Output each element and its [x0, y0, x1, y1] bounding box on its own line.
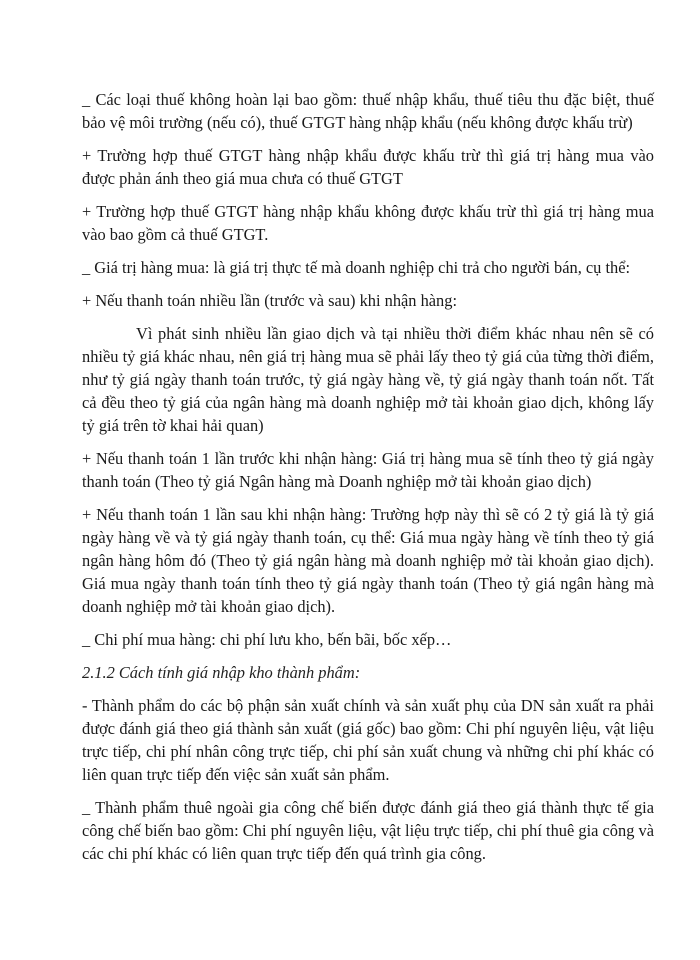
paragraph-purchase-value: _ Giá trị hàng mua: là giá trị thực tế mà doanh nghiệp chi trả cho người bán, cụ thể: [82, 258, 631, 277]
paragraph-vat-non-deductible: + Trường hợp thuế GTGT hàng nhập khẩu không được khấu trừ thì giá trị hàng mua vào bao gồm cả thuế GTGT. [82, 202, 654, 244]
paragraph-purchase-costs: _ Chi phí mua hàng: chi phí lưu kho, bến bãi, bốc xếp… [82, 630, 452, 649]
paragraph-exchange-rates-explanation: Vì phát sinh nhiều lần giao dịch và tại nhiều thời điểm khác nhau nên sẽ có nhiều tỷ giá khác nhau, nên giá trị hàng mua sẽ phải lấy theo tỷ giá của từng thời điểm, như tỷ giá ngày thanh toán trước, tỷ giá ngày hàng về, tỷ giá ngày thanh toán nốt. Tất cả đều theo tỷ giá của ngân hàng mà doanh nghiệp mở tài khoản giao dịch, không lấy tỷ giá trên tờ khai hải quan) [82, 324, 654, 435]
paragraph-vat-deductible: + Trường hợp thuế GTGT hàng nhập khẩu được khấu trừ thì giá trị hàng mua vào được phản ánh theo giá mua chưa có thuế GTGT [82, 146, 654, 188]
paragraph-non-refundable-taxes: _ Các loại thuế không hoàn lại bao gồm: thuế nhập khẩu, thuế tiêu thu đặc biệt, thuế bảo vệ môi trường (nếu có), thuế GTGT hàng nhập khẩu (nếu không được khấu trừ) [82, 90, 654, 132]
paragraph-multiple-payments: + Nếu thanh toán nhiều lần (trước và sau) khi nhận hàng: [82, 291, 457, 310]
paragraph-single-payment-after: + Nếu thanh toán 1 lần sau khi nhận hàng: Trường hợp này thì sẽ có 2 tỷ giá là tỷ giá ngày hàng về và tỷ giá ngày thanh toán, cụ thể: Giá mua ngày hàng về tính theo tỷ giá ngân hàng hôm đó (Theo tỷ giá ngân hàng mà doanh nghiệp mở tài khoản giao dịch). Giá mua ngày thanh toán tính theo tỷ giá ngày thanh toán (Theo tỷ giá ngân hàng mà doanh nghiệp mở tài khoản giao dịch). [82, 505, 654, 616]
paragraph-single-payment-before: + Nếu thanh toán 1 lần trước khi nhận hàng: Giá trị hàng mua sẽ tính theo tỷ giá ngày thanh toán (Theo tỷ giá Ngân hàng mà Doanh nghiệp mở tài khoản giao dịch) [82, 449, 654, 491]
section-heading-2-1-2: 2.1.2 Cách tính giá nhập kho thành phẩm: [82, 663, 361, 682]
paragraph-outsourced-processing: _ Thành phẩm thuê ngoài gia công chế biến được đánh giá theo giá thành thực tế gia công chế biến bao gồm: Chi phí nguyên liệu, vật liệu trực tiếp, chi phí thuê gia công và các chi phí khác có liên quan trực tiếp đến quá trình gia công. [82, 798, 654, 863]
paragraph-finished-goods-production: - Thành phẩm do các bộ phận sản xuất chính và sản xuất phụ của DN sản xuất ra phải được đánh giá theo giá thành sản xuất (giá gốc) bao gồm: Chi phí nguyên liệu, vật liệu trực tiếp, chi phí nhân công trực tiếp, chi phí sản xuất chung và những chi phí khác có liên quan trực tiếp đến việc sản xuất sản phẩm. [82, 696, 654, 784]
